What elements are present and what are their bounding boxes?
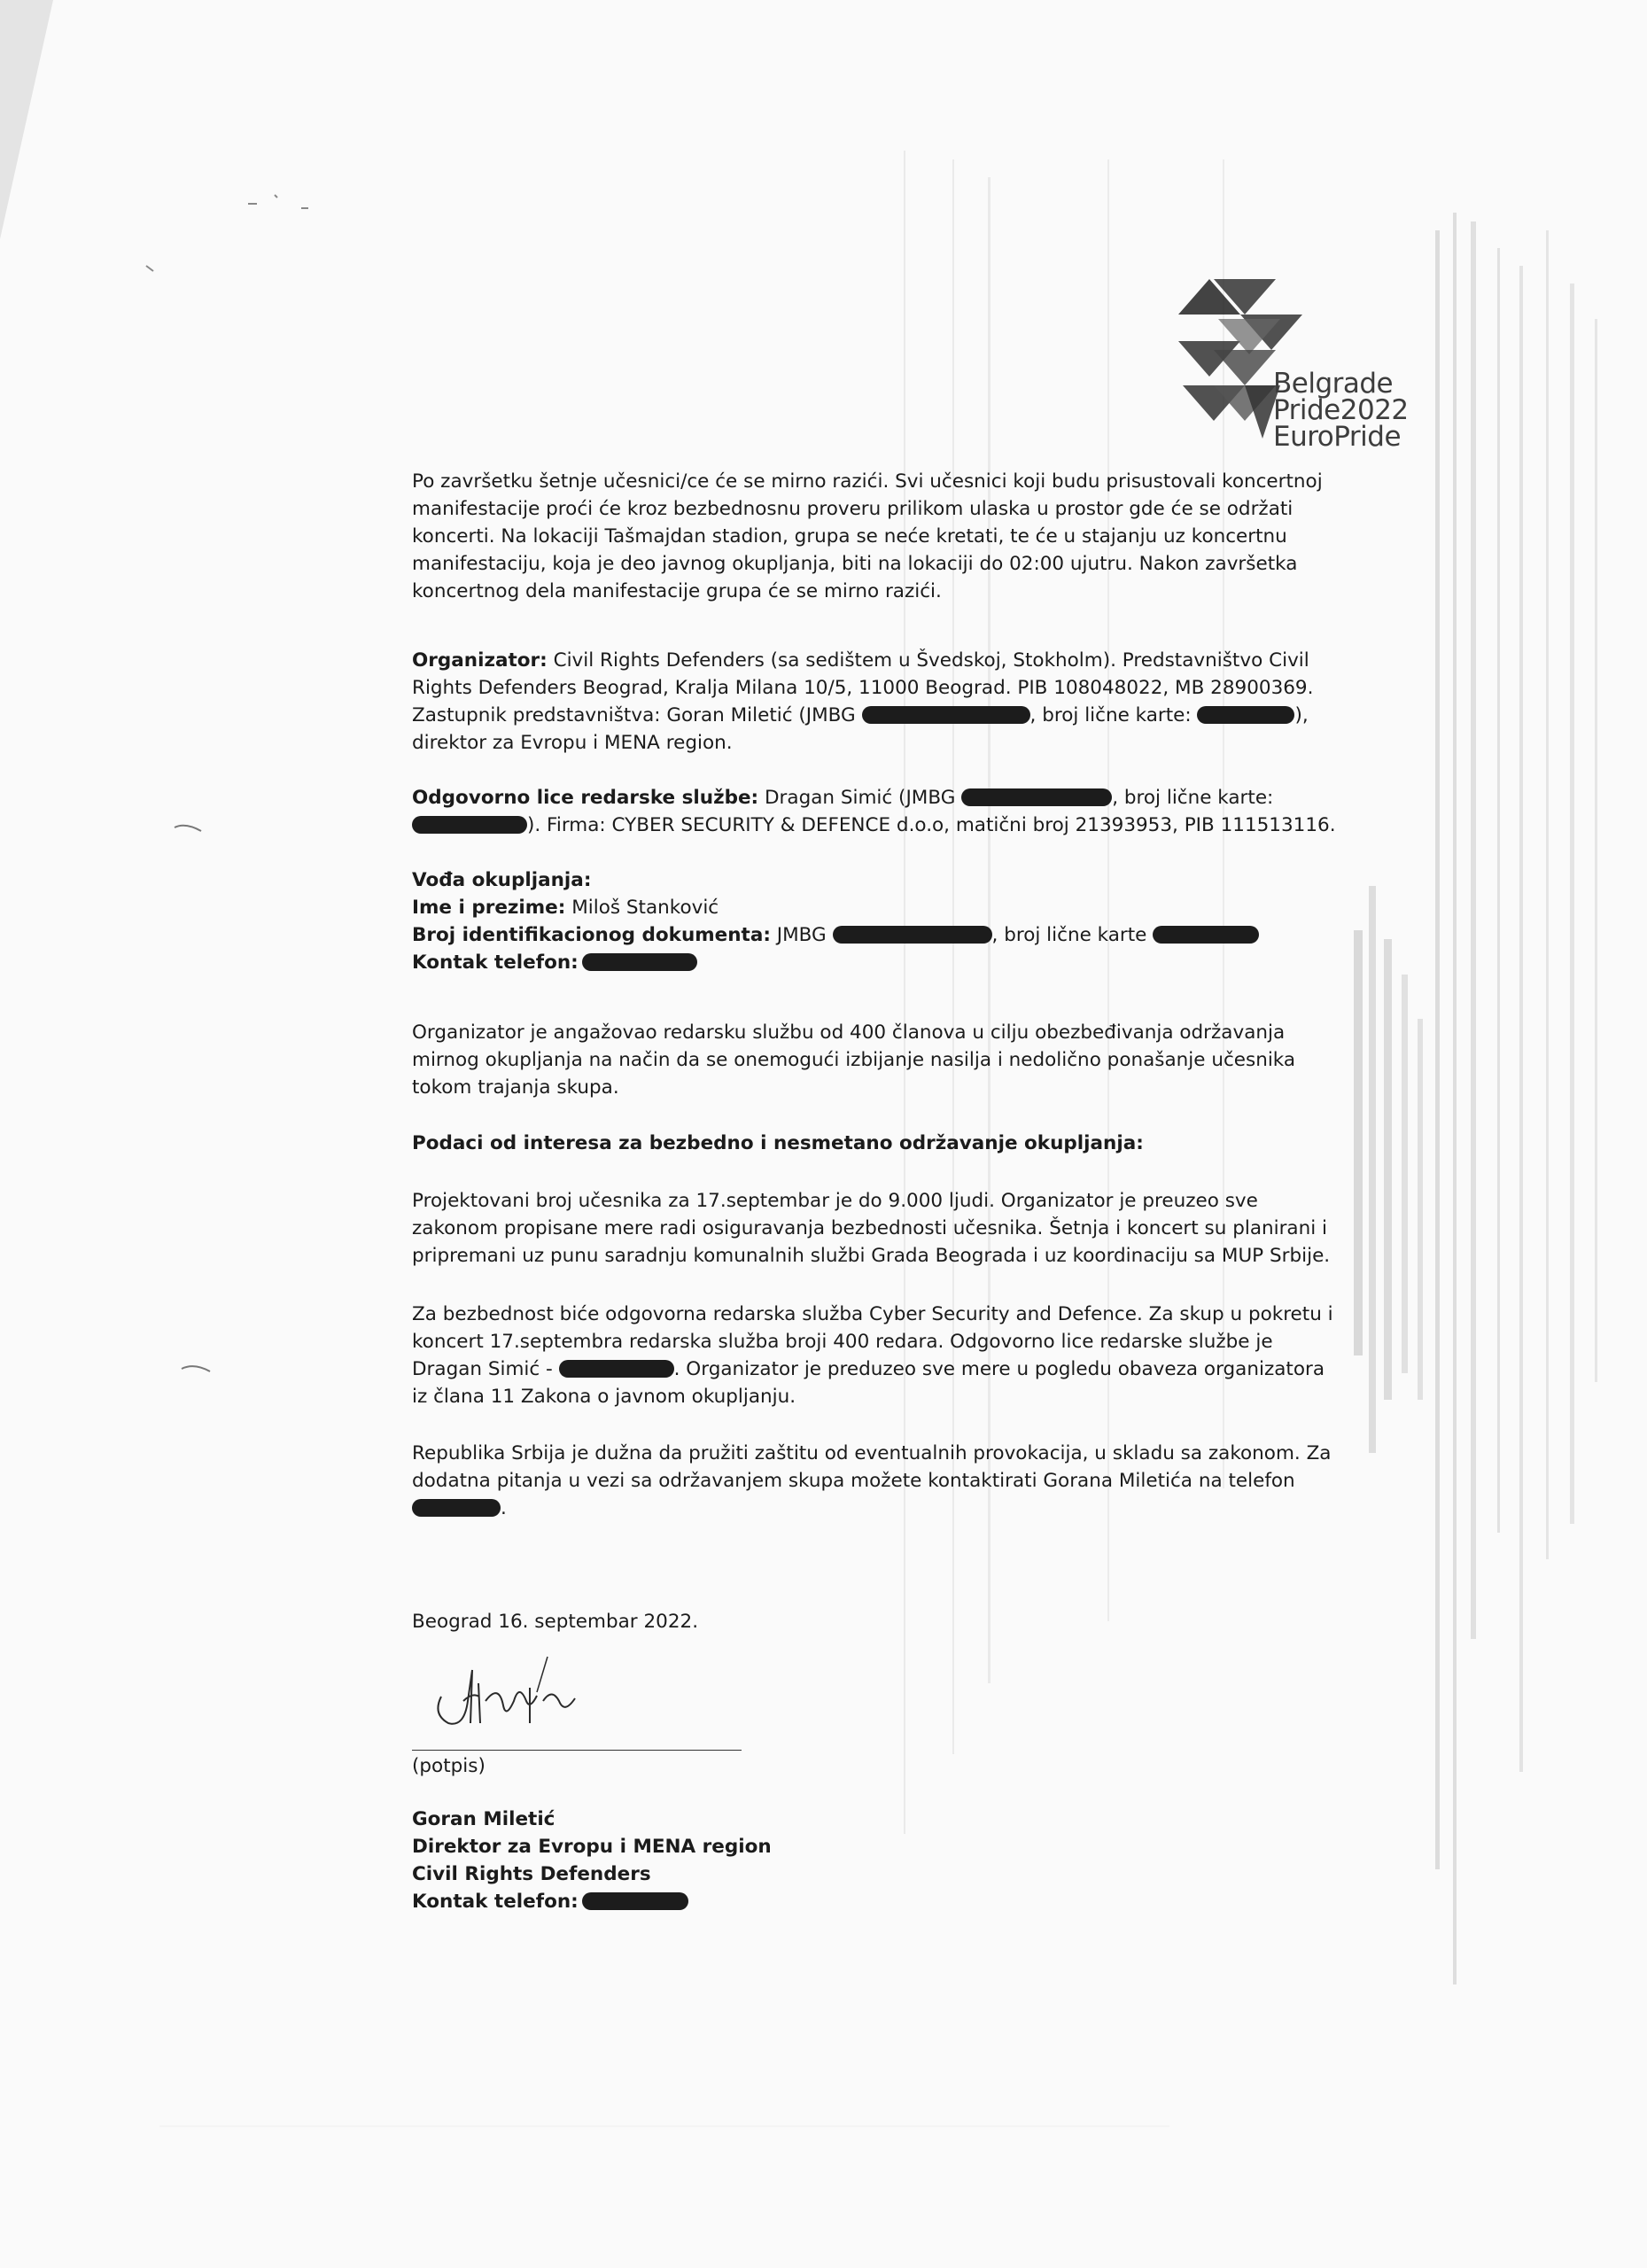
id-text-2: , broj lične karte	[991, 924, 1154, 946]
redaction-mark	[582, 1892, 688, 1910]
paragraph-text-2: . Organizator je preduzeo sve mere u pogledu obaveza organizatora iz člana 11 Zakona o javnom okupljanju.	[412, 1358, 1325, 1408]
signer-org: Civil Rights Defenders	[412, 1863, 651, 1885]
signature-line	[412, 1750, 742, 1751]
security-text: Dragan Simić (JMBG	[758, 787, 962, 809]
logo-line-2: Pride2022	[1273, 394, 1409, 426]
redaction-mark	[1153, 926, 1259, 944]
logo-line-1: Belgrade	[1273, 368, 1394, 400]
redaction-mark	[833, 926, 992, 944]
phone-label: Kontak telefon:	[412, 951, 579, 974]
signer-phone-label: Kontak telefon:	[412, 1891, 579, 1913]
signer-title: Direktor za Evropu i MENA region	[412, 1836, 772, 1858]
redaction-mark	[1197, 706, 1294, 724]
responsible-paragraph	[412, 1301, 1342, 1410]
organizer-label: Organizator:	[412, 649, 548, 672]
paragraph-text: Po završetku šetnje učesnici/ce će se mirno razići. Svi učesnici koji budu prisustovali koncertnoj manifestacije proći će kroz bezbednosnu proveru prilikom ulaska u prostor gde će se održati koncerti. Na lokaciji Tašmajdan stadion, grupa se neće kretati, te će u stajanju uz koncertnu manifestaciju, koja je deo javnog okupljanja, biti na lokaciji do 02:00 ujutru. Nakon završetka koncertnog dela manifestacije grupa će se mirno razići.	[412, 470, 1323, 602]
republic-paragraph	[412, 1440, 1342, 1522]
leader-block	[412, 866, 1342, 976]
handwritten-signature-icon	[423, 1648, 627, 1745]
id-text: JMBG	[770, 924, 833, 946]
redaction-mark	[582, 953, 697, 971]
document-date: Beograd 16. septembar 2022.	[412, 1611, 699, 1633]
organizer-text: Civil Rights Defenders (sa sedištem u Švedskoj, Stokholm). Predstavništvo Civil Rights Defenders Beograd, Kralja Milana 10/5, 11000 Beograd. PIB 108048022, MB 28900369. Zastupnik predstavništva: Goran Miletić (JMBG	[412, 649, 1314, 726]
security-text-3: ). Firma: CYBER SECURITY & DEFENCE d.o.o, matični broj 21393953, PIB 111513116.	[527, 814, 1336, 836]
name-label: Ime i prezime:	[412, 897, 566, 919]
redaction-mark	[412, 816, 527, 834]
redaction-mark	[559, 1360, 674, 1378]
name-value: Miloš Stanković	[565, 897, 719, 919]
organizer-text-2: , broj lične karte:	[1029, 704, 1198, 726]
organizer-text-3: ), direktor za Evropu i MENA region.	[412, 704, 1309, 754]
paragraph-text: Projektovani broj učesnika za 17.septembar je do 9.000 ljudi. Organizator je preuzeo sve zakonom propisane mere radi osiguravanja bezbednosti učesnika. Šetnja i koncert su planirani i pripremani uz punu saradnju komunalnih službi Grada Beograda i uz koordinaciju sa MUP Srbije.	[412, 1190, 1331, 1267]
security-text-2: , broj lične karte:	[1112, 787, 1274, 809]
paragraph-text: Za bezbednost biće odgovorna redarska služba Cyber Security and Defence. Za skup u pokretu i koncert 17.septembra redarska služba broji 400 redara. Odgovorno lice redarske službe je Dragan Simić -	[412, 1303, 1333, 1380]
paragraph-after-walk	[412, 468, 1342, 605]
leader-label: Vođa okupljanja:	[412, 869, 592, 891]
paragraph-text-2: .	[501, 1497, 507, 1519]
redaction-mark	[961, 788, 1112, 806]
security-paragraph	[412, 784, 1342, 839]
section-heading: Podaci od interesa za bezbedno i nesmetano održavanje okupljanja:	[412, 1132, 1144, 1154]
signer-name: Goran Miletić	[412, 1808, 555, 1830]
date-block	[412, 1608, 1342, 1635]
logo-line-3: EuroPride	[1273, 421, 1402, 453]
paragraph-text: Republika Srbija je dužna da pružiti zaštitu od eventualnih provokacija, u skladu sa zakonom. Za dodatna pitanja u vezi sa održavanjem skupa možete kontaktirati Gorana Miletića na telefon	[412, 1442, 1332, 1492]
redaction-mark	[412, 1499, 501, 1517]
section-heading-block	[412, 1130, 1342, 1157]
signature-caption: (potpis)	[412, 1755, 486, 1777]
id-label: Broj identifikacionog dokumenta:	[412, 924, 771, 946]
security-label: Odgovorno lice redarske službe:	[412, 787, 759, 809]
signer-block	[412, 1806, 1342, 1915]
logo-wordmark	[1273, 368, 1409, 453]
projected-paragraph	[412, 1187, 1342, 1270]
security-service-paragraph	[412, 1019, 1342, 1101]
organizer-paragraph	[412, 647, 1342, 757]
redaction-mark	[862, 706, 1030, 724]
signature-caption-block	[412, 1752, 1342, 1780]
paragraph-text: Organizator je angažovao redarsku službu od 400 članova u cilju obezbeđivanja održavanja mirnog okupljanja na način da se onemogući izbijanje nasilja i nedolično ponašanje učesnika tokom trajanja skupa.	[412, 1021, 1296, 1099]
